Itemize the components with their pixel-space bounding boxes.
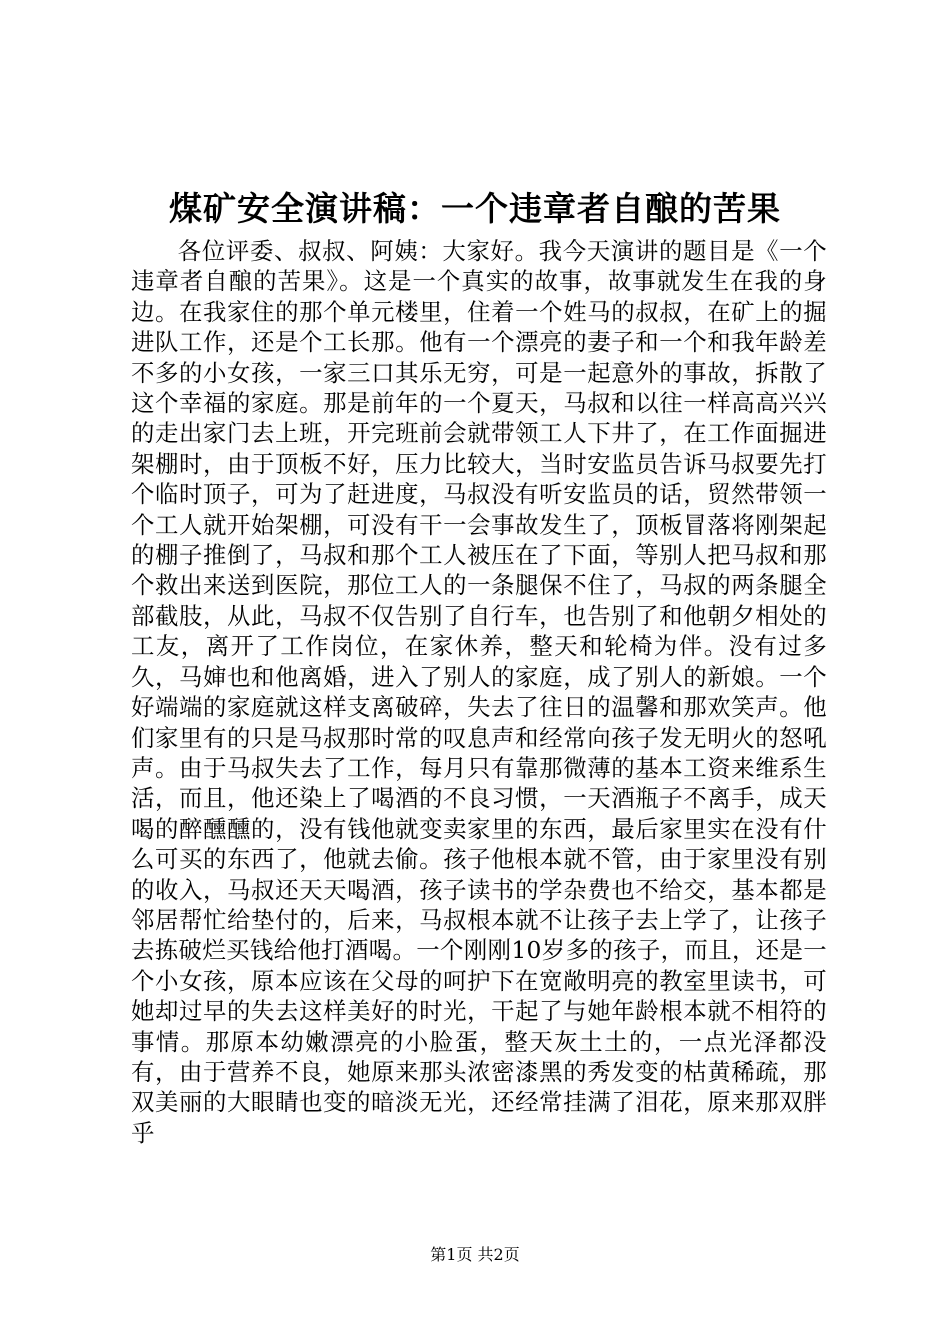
- page-number-footer: 第1页 共2页: [430, 1245, 520, 1264]
- body-paragraph: 各位评委、叔叔、阿姨：大家好。我今天演讲的题目是《一个违章者自酿的苦果》。这是一个真实的故事，故事就发生在我的身边。在我家住的那个单元楼里，住着一个姓马的叔叔，在矿上的掘进队工作，还是个工长那。他有一个漂亮的妻子和一个和我年龄差不多的小女孩，一家三口其乐无穷，可是一起意外的事故，拆散了这个幸福的家庭。那是前年的一个夏天，马叔和以往一样高高兴兴的走出家门去上班，开完班前会就带领工人下井了，在工作面掘进架棚时，由于顶板不好，压力比较大，当时安监员告诉马叔要先打个临时顶子，可为了赶进度，马叔没有听安监员的话，贸然带领一个工人就开始架棚，可没有干一会事故发生了，顶板冒落将刚架起的棚子推倒了，马叔和那个工人被压在了下面，等别人把马叔和那个救出来送到医院，那位工人的一条腿保不住了，马叔的两条腿全部截肢，从此，马叔不仅告别了自行车，也告别了和他朝夕相处的工友，离开了工作岗位，在家休养，整天和轮椅为伴。没有过多久，马婶也和他离婚，进入了别人的家庭，成了别人的新娘。一个好端端的家庭就这样支离破碎，失去了往日的温馨和那欢笑声。他们家里有的只是马叔那时常的叹息声和经常向孩子发无明火的怒吼声。由于马叔失去了工作，每月只有靠那微薄的基本工资来维系生活，而且，他还染上了喝酒的不良习惯，一天酒瓶子不离手，成天喝的醉醺醺的，没有钱他就变卖家里的东西，最后家里实在没有什么可买的东西了，他就去偷。孩子他根本就不管，由于家里没有别的收入，马叔还天天喝酒，孩子读书的学杂费也不给交，基本都是邻居帮忙给垫付的，后来，马叔根本就不让孩子去上学了，让孩子去拣破烂买钱给他打酒喝。一个刚刚10岁多的孩子，而且，还是一个小女孩，原本应该在父母的呵护下在宽敞明亮的教室里读书，可她却过早的失去这样美好的时光，干起了与她年龄根本就不相符的事情。那原本幼嫩漂亮的小脸蛋，整天灰土土的，一点光泽都没有，由于营养不良，她原来那头浓密漆黑的秀发变的枯黄稀疏，那双美丽的大眼睛也变的暗淡无光，还经常挂满了泪花，原来那双胖乎: [131, 237, 827, 1147]
- document-title: 煤矿安全演讲稿：一个违章者自酿的苦果: [169, 189, 781, 228]
